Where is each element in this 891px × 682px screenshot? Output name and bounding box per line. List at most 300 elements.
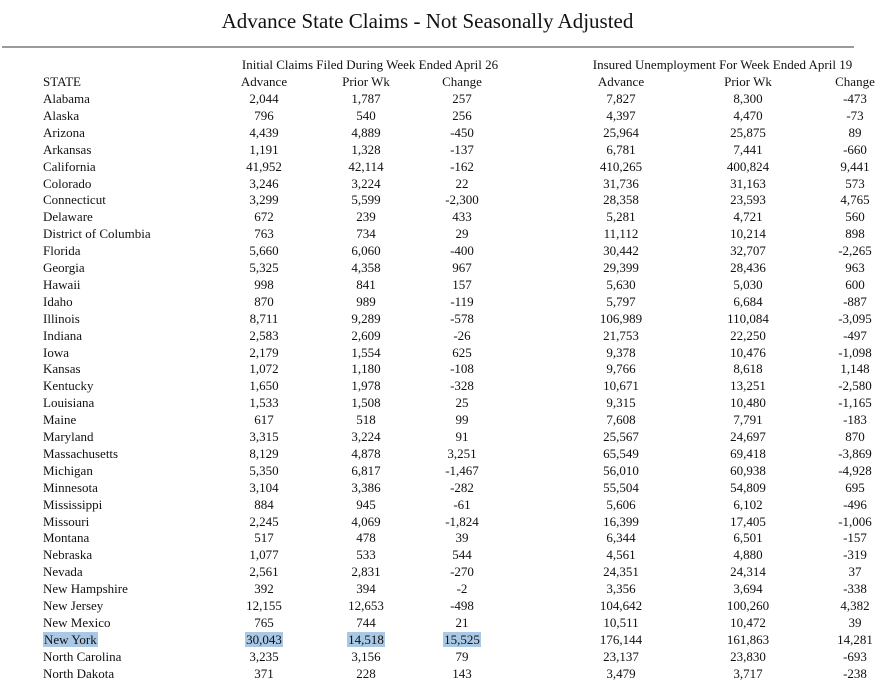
cell-value: 10,671 [603,378,639,394]
cell-insured-change [800,648,891,665]
table-row [0,648,891,665]
cell-insured-prior-wk [693,293,803,310]
table-row [0,242,891,259]
cell-value: 1,533 [249,395,279,411]
cell-value: 14,518 [348,631,384,647]
cell-insured-change [800,124,891,141]
cell-initial-prior-wk [311,276,421,293]
column-header-row [0,73,891,90]
cell-insured-advance [566,242,676,259]
cell-value: -3,095 [838,310,872,326]
cell-initial-change [407,191,517,208]
cell-initial-advance [209,293,319,310]
cell-insured-advance [566,614,676,631]
cell-value: 1,072 [249,361,279,377]
cell-value: 5,630 [606,276,636,292]
cell-initial-prior-wk [311,513,421,530]
cell-value: 3,224 [351,429,381,444]
cell-insured-advance [566,191,676,208]
table-row [0,175,891,192]
cell-insured-advance [566,208,676,225]
cell-initial-prior-wk [311,445,421,462]
cell-value: 29,399 [603,260,639,275]
cell-initial-prior-wk [311,377,421,394]
cell-initial-change [407,90,517,107]
cell-insured-prior-wk [693,614,803,631]
cell-value: 1,191 [249,141,279,157]
cell-insured-advance [566,107,676,124]
cell-state [43,428,94,445]
cell-value: 10,480 [730,395,766,411]
cell-insured-prior-wk [693,90,803,107]
cell-state [43,360,81,377]
cell-insured-change [800,665,891,682]
cell-state [43,597,103,614]
cell-value: -338 [843,581,867,597]
table-row [0,597,891,614]
cell-state [43,158,96,175]
cell-state [43,665,114,682]
cell-initial-prior-wk [311,529,421,546]
cell-state [43,327,82,344]
cell-value: -2,300 [445,192,479,208]
column-header-insured-prior-wk: Prior Wk [724,74,772,89]
cell-value: Connecticut [43,192,106,208]
table-row [0,310,891,327]
cell-value: -2 [456,581,468,597]
cell-value: 60,938 [730,462,766,478]
cell-value: -496 [843,496,867,512]
cell-insured-advance [566,428,676,445]
cell-insured-prior-wk [693,191,803,208]
column-header-initial-advance: Advance [240,74,288,89]
cell-initial-prior-wk [311,293,421,310]
cell-initial-change [407,107,517,124]
cell-value: -450 [450,124,474,140]
cell-value: 410,265 [599,158,643,174]
cell-state [43,377,94,394]
cell-insured-prior-wk [693,124,803,141]
cell-value: 8,618 [733,361,763,377]
cell-state [43,225,151,242]
cell-value: 6,501 [733,530,763,546]
table-row [0,259,891,276]
cell-initial-change [407,327,517,344]
cell-value: 7,441 [733,141,763,157]
cell-insured-advance [566,344,676,361]
cell-initial-advance [209,175,319,192]
cell-value: Arizona [43,124,85,140]
cell-value: -2,580 [838,378,872,394]
cell-value: 31,163 [730,175,766,191]
cell-value: New Mexico [43,614,111,630]
table-row [0,411,891,428]
cell-value: 256 [452,107,472,123]
cell-value: 9,441 [840,158,870,174]
cell-initial-change [407,344,517,361]
table-row [0,225,891,242]
cell-initial-change [407,648,517,665]
cell-value: 478 [356,530,376,546]
cell-insured-change [800,191,891,208]
cell-insured-prior-wk [693,242,803,259]
cell-state [43,124,85,141]
cell-state [43,276,81,293]
cell-insured-advance [566,276,676,293]
table-row [0,563,891,580]
cell-insured-advance [566,479,676,496]
cell-value: 560 [845,209,865,225]
cell-value: 4,878 [351,445,381,461]
cell-value: 5,606 [606,496,636,512]
cell-insured-change [800,563,891,580]
cell-state [43,648,121,665]
cell-initial-prior-wk [311,107,421,124]
cell-value: 3,156 [351,648,381,664]
cell-value: 10,472 [730,614,766,630]
cell-state [43,631,98,648]
cell-insured-change [800,242,891,259]
cell-value: 100,260 [726,598,770,613]
cell-value: 394 [356,581,376,597]
cell-value: 31,736 [603,175,639,191]
cell-value: 28,358 [603,192,639,208]
cell-value: Idaho [43,293,73,309]
cell-value: Hawaii [43,276,81,292]
cell-value: 25,875 [730,124,766,140]
cell-value: 617 [254,412,274,428]
cell-initial-change [407,496,517,513]
cell-state [43,259,85,276]
cell-value: 4,561 [606,547,636,563]
cell-value: 544 [452,547,472,563]
cell-value: 517 [254,530,274,546]
cell-state [43,580,128,597]
cell-initial-advance [209,462,319,479]
column-header-state: STATE [43,74,81,89]
cell-value: Alaska [43,107,80,123]
cell-initial-prior-wk [311,665,421,682]
cell-initial-advance [209,648,319,665]
cell-insured-change [800,208,891,225]
cell-value: -400 [450,243,474,259]
cell-initial-prior-wk [311,175,421,192]
cell-insured-change [800,546,891,563]
cell-initial-prior-wk [311,310,421,327]
cell-initial-advance [209,394,319,411]
cell-value: Minnesota [43,479,98,495]
cell-value: Montana [43,530,90,546]
cell-value: Arkansas [43,141,92,157]
cell-value: 143 [452,665,472,681]
cell-insured-advance [566,665,676,682]
cell-value: 8,300 [733,91,763,106]
cell-initial-change [407,208,517,225]
cell-initial-prior-wk [311,411,421,428]
cell-initial-advance [209,124,319,141]
cell-initial-change [407,225,517,242]
cell-value: -183 [843,412,867,428]
cell-state [43,529,89,546]
cell-initial-change [407,276,517,293]
cell-value: -1,467 [445,462,479,478]
cell-value: Maine [43,412,77,428]
table-row [0,191,891,208]
cell-value: -108 [450,361,474,377]
cell-insured-prior-wk [693,648,803,665]
cell-initial-change [407,124,517,141]
cell-initial-advance [209,479,319,496]
cell-initial-prior-wk [311,648,421,665]
cell-initial-change [407,546,517,563]
cell-initial-prior-wk [311,225,421,242]
cell-initial-advance [209,259,319,276]
cell-value: 7,791 [733,412,763,428]
cell-insured-prior-wk [693,462,803,479]
cell-initial-advance [209,496,319,513]
cell-initial-advance [209,158,319,175]
cell-insured-change [800,411,891,428]
cell-initial-advance [209,445,319,462]
cell-value: -3,869 [838,445,872,461]
cell-insured-change [800,614,891,631]
cell-value: 433 [452,209,472,225]
table-row [0,293,891,310]
cell-value: Kentucky [43,378,94,394]
table-row [0,360,891,377]
cell-state [43,563,83,580]
table-row [0,665,891,682]
cell-initial-prior-wk [311,631,421,648]
cell-insured-change [800,141,891,158]
cell-initial-advance [209,344,319,361]
cell-initial-advance [209,428,319,445]
table-row [0,428,891,445]
table-row [0,445,891,462]
cell-value: 10,511 [603,614,639,630]
cell-insured-advance [566,310,676,327]
cell-initial-change [407,394,517,411]
cell-insured-advance [566,141,676,158]
cell-state [43,107,79,124]
table-row [0,631,891,648]
cell-value: 870 [254,293,274,309]
cell-insured-prior-wk [693,394,803,411]
cell-value: 176,144 [599,631,643,647]
cell-value: 161,863 [726,631,770,647]
cell-insured-change [800,225,891,242]
cell-state [43,293,73,310]
cell-value: 3,356 [606,581,636,597]
cell-insured-advance [566,513,676,530]
cell-value: 5,281 [606,209,636,225]
cell-state [43,394,94,411]
cell-value: 6,781 [606,141,636,157]
cell-initial-change [407,529,517,546]
cell-initial-prior-wk [311,597,421,614]
cell-value: 1,787 [351,91,381,106]
cell-value: 5,599 [351,192,381,208]
cell-value: 228 [356,665,376,681]
cell-state [43,344,69,361]
cell-insured-advance [566,563,676,580]
table-row [0,462,891,479]
cell-value: 7,608 [606,412,636,428]
cell-value: 1,328 [351,141,381,157]
cell-insured-prior-wk [693,225,803,242]
column-header-initial-prior-wk: Prior Wk [342,74,390,89]
cell-initial-change [407,141,517,158]
cell-value: 989 [356,293,376,309]
cell-insured-change [800,496,891,513]
cell-initial-change [407,563,517,580]
cell-value: 1,077 [249,547,279,563]
cell-state [43,445,118,462]
table-row [0,614,891,631]
cell-value: -270 [450,564,474,580]
cell-initial-advance [209,529,319,546]
cell-initial-advance [209,597,319,614]
cell-initial-prior-wk [311,90,421,107]
cell-value: New York [44,631,97,647]
cell-state [43,90,90,107]
cell-value: 533 [356,547,376,563]
cell-initial-advance [209,546,319,563]
cell-value: 998 [254,276,274,292]
cell-value: 796 [254,107,274,123]
cell-value: 157 [452,276,472,292]
cell-value: 2,044 [249,91,279,106]
cell-insured-prior-wk [693,597,803,614]
cell-value: Alabama [43,91,90,106]
cell-value: Nevada [43,564,83,580]
cell-value: 6,684 [733,293,763,309]
cell-insured-change [800,310,891,327]
cell-insured-prior-wk [693,360,803,377]
table-row [0,546,891,563]
cell-insured-advance [566,124,676,141]
cell-value: Delaware [43,209,93,225]
cell-value: 30,043 [246,631,282,647]
cell-value: 25,567 [603,429,639,444]
cell-value: 28,436 [730,260,766,275]
cell-value: 91 [455,429,469,444]
cell-value: District of Columbia [43,226,151,242]
cell-value: 106,989 [599,310,643,326]
cell-initial-prior-wk [311,360,421,377]
cell-value: 24,314 [730,564,766,580]
cell-value: 695 [845,479,865,495]
cell-initial-advance [209,242,319,259]
cell-value: 16,399 [603,513,639,529]
cell-value: 2,179 [249,344,279,360]
cell-state [43,191,106,208]
cell-initial-change [407,360,517,377]
cell-value: 9,766 [606,361,636,377]
cell-value: 8,711 [249,310,279,326]
column-header-insured-advance: Advance [597,74,645,89]
cell-initial-change [407,377,517,394]
cell-value: -498 [450,598,474,613]
cell-value: 22,250 [730,327,766,343]
cell-initial-change [407,428,517,445]
table-row [0,90,891,107]
cell-insured-advance [566,445,676,462]
cell-initial-prior-wk [311,344,421,361]
cell-value: 6,060 [351,243,381,259]
cell-value: 110,084 [727,310,769,326]
cell-initial-change [407,597,517,614]
cell-value: -887 [843,293,867,309]
cell-initial-prior-wk [311,546,421,563]
cell-value: Massachusetts [43,445,119,461]
cell-value: 12,653 [348,598,384,613]
cell-value: -1,165 [838,395,872,411]
table-row [0,107,891,124]
cell-value: 2,831 [351,564,381,580]
cell-insured-prior-wk [693,665,803,682]
cell-initial-advance [209,225,319,242]
initial-claims-group-header: Initial Claims Filed During Week Ended April 26 [241,57,499,72]
cell-insured-advance [566,360,676,377]
cell-initial-change [407,242,517,259]
cell-value: 1,554 [351,344,381,360]
cell-value: Kansas [43,361,81,377]
cell-state [43,141,91,158]
cell-initial-advance [209,107,319,124]
cell-value: -2,265 [838,243,872,259]
cell-value: 9,315 [606,395,636,411]
cell-value: California [43,158,96,174]
cell-initial-prior-wk [311,462,421,479]
cell-value: -73 [846,107,864,123]
cell-value: 257 [452,91,472,106]
cell-value: North Carolina [43,648,122,664]
cell-initial-prior-wk [311,394,421,411]
cell-initial-change [407,158,517,175]
cell-initial-change [407,445,517,462]
cell-value: 518 [356,412,376,428]
cell-state [43,479,98,496]
cell-value: 99 [455,412,469,428]
cell-insured-prior-wk [693,513,803,530]
cell-value: North Dakota [43,665,115,681]
cell-value: -119 [450,293,474,309]
cell-value: 2,245 [249,513,279,529]
cell-initial-change [407,513,517,530]
cell-value: 3,315 [249,429,279,444]
cell-value: -26 [453,327,471,343]
cell-initial-advance [209,513,319,530]
cell-value: 39 [455,530,469,546]
cell-initial-advance [209,563,319,580]
cell-value: 22 [455,175,469,191]
cell-insured-change [800,90,891,107]
cell-initial-advance [209,360,319,377]
cell-initial-change [407,175,517,192]
column-header-initial-change: Change [442,74,482,89]
cell-value: Florida [43,243,81,259]
cell-value: New Jersey [43,598,104,613]
cell-value: -61 [453,496,471,512]
cell-insured-prior-wk [693,445,803,462]
cell-value: 1,148 [840,361,870,377]
cell-state [43,496,102,513]
cell-insured-change [800,631,891,648]
cell-insured-advance [566,411,676,428]
cell-insured-advance [566,394,676,411]
cell-insured-prior-wk [693,208,803,225]
